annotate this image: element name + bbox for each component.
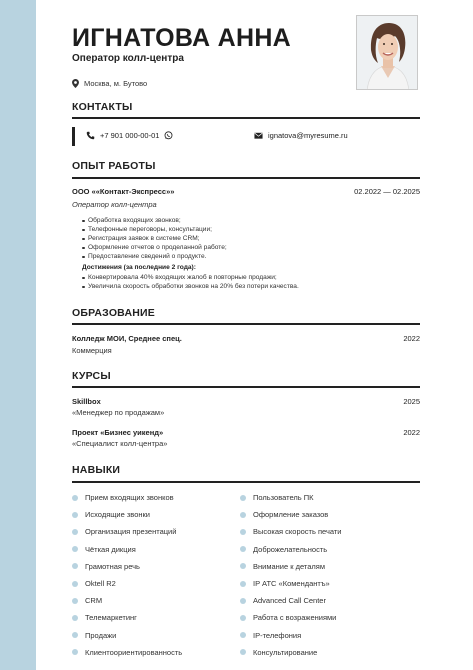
contact-phone[interactable] <box>86 131 173 140</box>
bullet-dot-icon <box>72 563 78 569</box>
contacts-accent-bar <box>72 127 75 146</box>
skill-item: Продажи <box>72 627 182 644</box>
bullet-dot-icon <box>240 632 246 638</box>
achievements-title: Достижения (за последние 2 года): <box>82 264 196 271</box>
skills-right-column <box>240 489 342 661</box>
skill-item: Консультирование <box>240 644 342 661</box>
bullet-dot-icon <box>72 598 78 604</box>
course-item <box>72 428 420 437</box>
education-year: 2022 <box>403 334 420 343</box>
experience-divider <box>72 177 420 179</box>
contact-email[interactable] <box>254 131 348 140</box>
list-item: Предоставление сведений о продукте. <box>82 252 227 261</box>
course-name: Skillbox <box>72 397 101 406</box>
bullet-dot-icon <box>240 512 246 518</box>
bullet-dot-icon <box>72 512 78 518</box>
email-address: ignatova@myresume.ru <box>268 131 348 140</box>
list-item: Оформление отчетов о проделанной работе; <box>82 243 227 252</box>
course-name: Проект «Бизнес уикенд» <box>72 428 164 437</box>
whatsapp-icon[interactable] <box>164 131 173 140</box>
bullet-dot-icon <box>72 495 78 501</box>
profile-photo-image <box>357 16 418 90</box>
skill-item: Грамотная речь <box>72 558 182 575</box>
bullet-dot-icon <box>240 529 246 535</box>
bullet-dot-icon <box>240 563 246 569</box>
bullet-dot-icon <box>240 615 246 621</box>
bullet-dot-icon <box>240 495 246 501</box>
education-item <box>72 334 420 343</box>
experience-title: ОПЫТ РАБОТЫ <box>72 160 156 172</box>
phone-number: +7 901 000-00-01 <box>100 131 160 140</box>
job-company: ООО ««Контакт-Экспресс»» <box>72 187 175 196</box>
achievements-list <box>82 273 299 291</box>
candidate-role: Оператор колл-центра <box>72 53 184 64</box>
skill-item: Oktell R2 <box>72 575 182 592</box>
list-item: Конвертировала 40% входящих жалоб в повторные продажи; <box>82 273 299 282</box>
course-year: 2022 <box>403 428 420 437</box>
skill-item: Внимание к деталям <box>240 558 342 575</box>
skill-item: Клиентоориентированность <box>72 644 182 661</box>
job-period: 02.2022 — 02.2025 <box>354 187 420 196</box>
skill-item: Исходящие звонки <box>72 506 182 523</box>
bullet-dot-icon <box>240 598 246 604</box>
skill-item: Пользователь ПК <box>240 489 342 506</box>
phone-icon <box>86 131 95 140</box>
skills-divider <box>72 481 420 483</box>
skill-item: Оформление заказов <box>240 506 342 523</box>
course-year: 2025 <box>403 397 420 406</box>
skill-item: CRM <box>72 592 182 609</box>
side-accent-stripe <box>0 0 36 670</box>
education-school: Колледж МОИ, Среднее спец. <box>72 334 182 343</box>
envelope-icon <box>254 131 263 140</box>
contacts-title: КОНТАКТЫ <box>72 101 133 113</box>
skill-item: Высокая скорость печати <box>240 523 342 540</box>
education-title: ОБРАЗОВАНИЕ <box>72 307 155 319</box>
location <box>72 79 147 88</box>
bullet-dot-icon <box>72 632 78 638</box>
skill-item: Организация презентаций <box>72 523 182 540</box>
course-item <box>72 397 420 406</box>
courses-divider <box>72 386 420 388</box>
job-header <box>72 187 420 196</box>
bullet-dot-icon <box>72 649 78 655</box>
skill-item: Доброжелательность <box>240 541 342 558</box>
skill-item: IP-телефония <box>240 627 342 644</box>
list-item: Регистрация заявок в системе CRM; <box>82 234 227 243</box>
skill-item: Чёткая дикция <box>72 541 182 558</box>
skill-item: Работа с возражениями <box>240 609 342 626</box>
bullet-dot-icon <box>72 581 78 587</box>
resume-page <box>72 0 420 670</box>
bullet-dot-icon <box>72 546 78 552</box>
education-divider <box>72 323 420 325</box>
course-description: «Специалист колл-центра» <box>72 439 168 448</box>
education-field: Коммерция <box>72 346 112 355</box>
bullet-dot-icon <box>72 615 78 621</box>
location-text: Москва, м. Бутово <box>84 79 148 88</box>
skill-item: Прием входящих звонков <box>72 489 182 506</box>
job-position: Оператор колл-центра <box>72 200 157 209</box>
course-description: «Менеджер по продажам» <box>72 408 165 417</box>
skill-item: Advanced Call Center <box>240 592 342 609</box>
job-duties-list <box>82 216 227 261</box>
map-pin-icon <box>72 79 79 88</box>
bullet-dot-icon <box>240 581 246 587</box>
bullet-dot-icon <box>72 529 78 535</box>
bullet-dot-icon <box>240 649 246 655</box>
skills-title: НАВЫКИ <box>72 464 121 476</box>
bullet-dot-icon <box>240 546 246 552</box>
skill-item: Телемаркетинг <box>72 609 182 626</box>
profile-photo <box>356 15 418 90</box>
list-item: Увеличила скорость обработки звонков на 20% без потери качества. <box>82 282 299 291</box>
list-item: Обработка входящих звонков; <box>82 216 227 225</box>
skill-item: IP АТС «Комендантъ» <box>240 575 342 592</box>
candidate-name: ИГНАТОВА АННА <box>72 24 292 52</box>
skills-left-column <box>72 489 182 661</box>
courses-title: КУРСЫ <box>72 370 111 382</box>
list-item: Телефонные переговоры, консультации; <box>82 225 227 234</box>
contacts-divider <box>72 117 420 119</box>
